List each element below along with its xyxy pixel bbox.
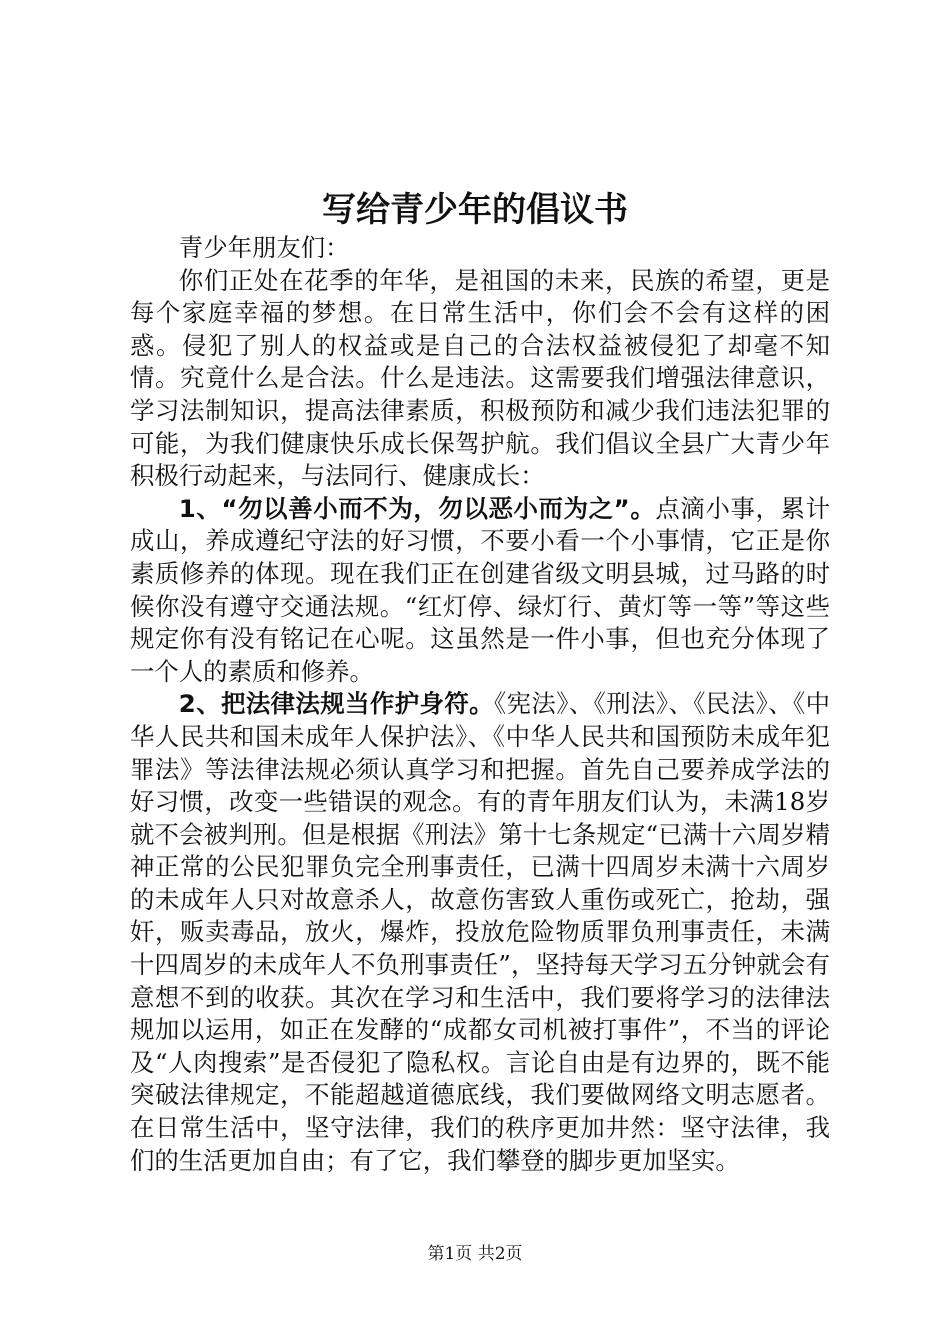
salutation: 青少年朋友们： <box>178 233 350 262</box>
proposal-item-2-text: 《宪法》、《刑法》、《民法》、《中华人民共和国未成年人保护法》、《中华人民共和国预防未成年犯罪法》等法律法规必须认真学习和把握。首先自己要养成学法的好习惯，改变一些错误的观念。有的青年朋友们认为，未满18岁就不会被判刑。但是根据《刑法》第十七条规定“已满十六周岁精神正常的公民犯罪负完全刑事责任，已满十四周岁未满十六周岁的未成年人只对故意杀人，故意伤害致人重伤或死亡，抢劫，强奸，贩卖毒品，放火，爆炸，投放危险物质罪负刑事责任，未满十四周岁的未成年人不负刑事责任”，坚持每天学习五分钟就会有意想不到的收获。其次在学习和生活中，我们要将学习的法律法规加以运用，如正在发酵的“成都女司机被打事件”，不当的评论及“人肉搜索”是否侵犯了隐私权。言论自由是有边界的，既不能突破法律规定，不能超越道德底线，我们要做网络文明志愿者。在日常生活中，坚守法律，我们的秩序更加井然：坚守法律，我们的生活更加自由；有了它，我们攀登的脚步更加坚实。 <box>130 689 830 1175</box>
page-footer: 第1页 共2页 <box>427 1244 523 1264</box>
page-title: 写给青少年的倡议书 <box>322 190 628 230</box>
intro-paragraph: 你们正处在花季的年华，是祖国的未来，民族的希望，更是每个家庭幸福的梦想。在日常生活中，你们会不会有这样的困惑。侵犯了别人的权益或是自己的合法权益被侵犯了却毫不知情。究竟什么是合法。什么是违法。这需要我们增强法律意识，学习法制知识，提高法律素质，积极预防和减少我们违法犯罪的可能，为我们健康快乐成长保驾护航。我们倡议全县广大青少年积极行动起来，与法同行、健康成长： <box>130 265 830 491</box>
proposal-item-2-heading: 2、把法律法规当作护身符。 <box>178 689 494 719</box>
proposal-item-1-heading: 1、“勿以善小而不为，勿以恶小而为之”。 <box>178 493 656 523</box>
proposal-item-2 <box>130 688 830 1177</box>
proposal-item-1 <box>130 493 830 689</box>
document-body <box>130 232 830 1177</box>
proposal-item-1-text: 点滴小事，累计成山，养成遵纪守法的好习惯，不要小看一个小事情，它正是你素质修养的体现。现在我们正在创建省级文明县城，过马路的时候你没有遵守交通法规。“红灯停、绿灯行、黄灯等一等”等这些规定你有没有铭记在心呢。这虽然是一件小事，但也充分体现了一个人的素质和修养。 <box>130 493 830 686</box>
